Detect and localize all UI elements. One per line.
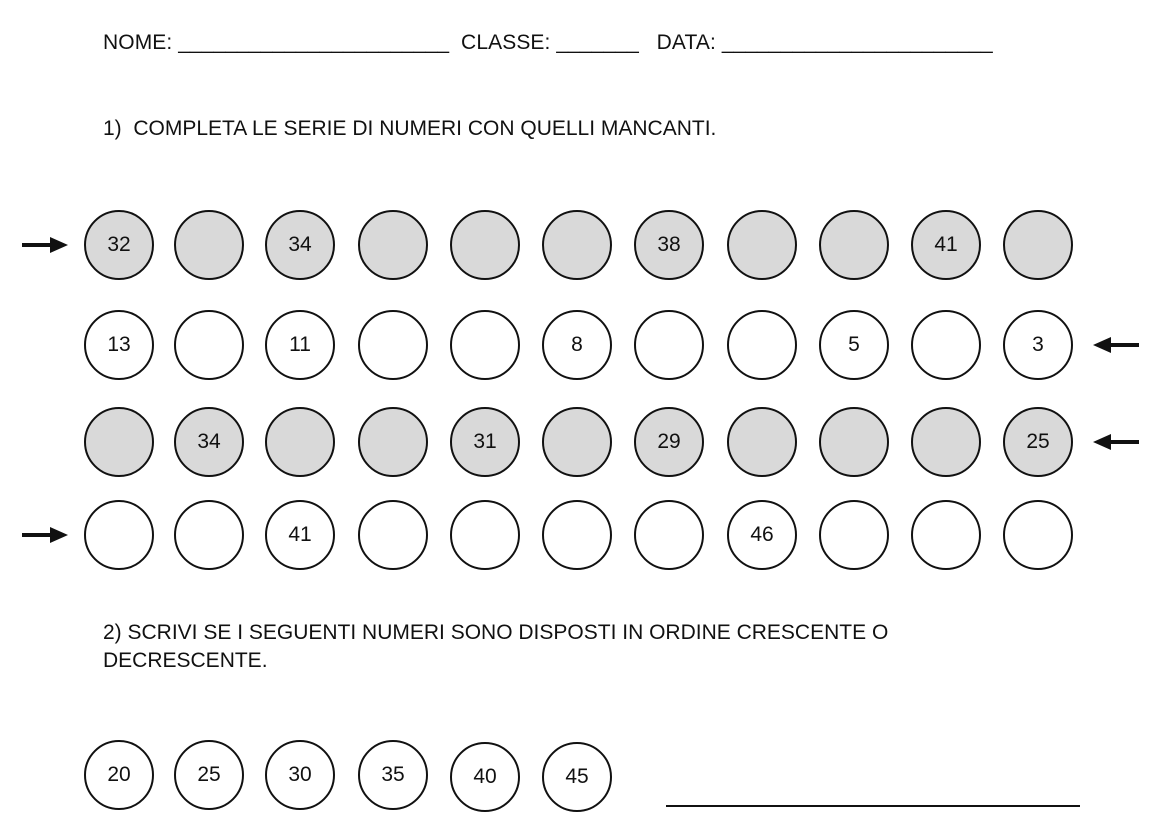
blank-number-circle[interactable] [174, 310, 244, 380]
blank-number-circle[interactable] [450, 210, 520, 280]
given-number-circle: 34 [265, 210, 335, 280]
sequence-number-circle: 25 [174, 740, 244, 810]
blank-number-circle[interactable] [727, 310, 797, 380]
sequence-number-circle: 40 [450, 742, 520, 812]
blank-number-circle[interactable] [358, 210, 428, 280]
blank-number-circle[interactable] [174, 210, 244, 280]
given-number-circle: 34 [174, 407, 244, 477]
arrow-right-icon [22, 525, 68, 545]
blank-number-circle[interactable] [265, 407, 335, 477]
given-number-circle: 29 [634, 407, 704, 477]
blank-number-circle[interactable] [358, 500, 428, 570]
exercise-2-instruction: 2) SCRIVI SE I SEGUENTI NUMERI SONO DISPOSTI IN ORDINE CRESCENTE O DECRESCENTE. [103, 621, 889, 672]
given-number-circle: 13 [84, 310, 154, 380]
given-number-circle: 41 [911, 210, 981, 280]
blank-number-circle[interactable] [911, 500, 981, 570]
blank-number-circle[interactable] [450, 310, 520, 380]
blank-number-circle[interactable] [542, 210, 612, 280]
given-number-circle: 8 [542, 310, 612, 380]
sequence-number-circle: 35 [358, 740, 428, 810]
given-number-circle: 11 [265, 310, 335, 380]
blank-number-circle[interactable] [819, 407, 889, 477]
given-number-circle: 5 [819, 310, 889, 380]
given-number-circle: 32 [84, 210, 154, 280]
arrow-right-icon [22, 235, 68, 255]
blank-number-circle[interactable] [634, 500, 704, 570]
blank-number-circle[interactable] [727, 407, 797, 477]
blank-number-circle[interactable] [819, 210, 889, 280]
blank-number-circle[interactable] [911, 310, 981, 380]
blank-number-circle[interactable] [1003, 500, 1073, 570]
given-number-circle: 3 [1003, 310, 1073, 380]
blank-number-circle[interactable] [358, 310, 428, 380]
blank-number-circle[interactable] [542, 500, 612, 570]
worksheet-header: NOME: _______________________ CLASSE: _______ DATA: _______________________ [103, 31, 993, 54]
blank-number-circle[interactable] [542, 407, 612, 477]
blank-number-circle[interactable] [450, 500, 520, 570]
sequence-number-circle: 45 [542, 742, 612, 812]
blank-number-circle[interactable] [911, 407, 981, 477]
given-number-circle: 38 [634, 210, 704, 280]
blank-number-circle[interactable] [819, 500, 889, 570]
blank-number-circle[interactable] [174, 500, 244, 570]
sequence-number-circle: 30 [265, 740, 335, 810]
given-number-circle: 41 [265, 500, 335, 570]
sequence-number-circle: 20 [84, 740, 154, 810]
answer-line[interactable] [666, 805, 1080, 807]
blank-number-circle[interactable] [634, 310, 704, 380]
blank-number-circle[interactable] [358, 407, 428, 477]
exercise-1-instruction: 1) COMPLETA LE SERIE DI NUMERI CON QUELLI MANCANTI. [103, 117, 717, 140]
blank-number-circle[interactable] [727, 210, 797, 280]
given-number-circle: 25 [1003, 407, 1073, 477]
given-number-circle: 46 [727, 500, 797, 570]
blank-number-circle[interactable] [84, 407, 154, 477]
arrow-left-icon [1093, 432, 1139, 452]
blank-number-circle[interactable] [84, 500, 154, 570]
blank-number-circle[interactable] [1003, 210, 1073, 280]
arrow-left-icon [1093, 335, 1139, 355]
given-number-circle: 31 [450, 407, 520, 477]
